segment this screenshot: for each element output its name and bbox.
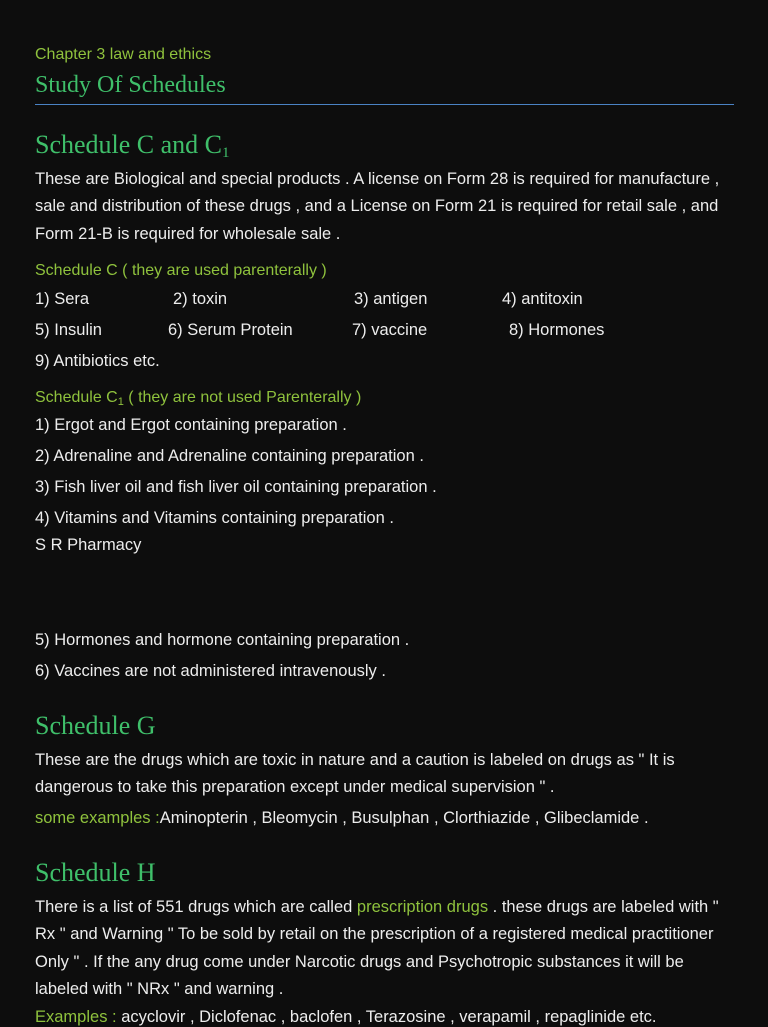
schedule-h-desc-part1: There is a list of 551 drugs which are called bbox=[35, 898, 357, 916]
schedule-c1-label-suffix: ( they are not used Parenterally ) bbox=[123, 389, 362, 406]
schedule-g-examples bbox=[35, 809, 649, 828]
schedule-c-heading-sub: 1 bbox=[222, 145, 230, 161]
schedule-h-examples-text: acyclovir , Diclofenac , baclofen , Terazosine , verapamil , repaglinide etc. bbox=[121, 1008, 657, 1026]
schedule-c-description: These are Biological and special products . A license on Form 28 is required for manufacture , sale and distribution of these drugs , and a License on Form 21 is required for retail sale , and Form 21-B is required for wholesale sale . bbox=[35, 170, 720, 243]
schedule-c-item: 4) antitoxin bbox=[502, 290, 583, 308]
schedule-c1-label-sub: 1 bbox=[117, 396, 124, 408]
schedule-c-item: 2) toxin bbox=[173, 290, 228, 308]
page-title: Study Of Schedules bbox=[35, 72, 226, 98]
schedule-c-item: 3) antigen bbox=[354, 290, 428, 308]
schedule-c-item: 1) Sera bbox=[35, 290, 90, 308]
schedule-g-examples-text: Aminopterin , Bleomycin , Busulphan , Clorthiazide , Glibeclamide . bbox=[159, 809, 649, 827]
schedule-c1-item: 4) Vitamins and Vitamins containing preparation . bbox=[35, 509, 394, 527]
schedule-g-description: These are the drugs which are toxic in nature and a caution is labeled on drugs as " It is dangerous to take this preparation except under medical supervision " . bbox=[35, 751, 675, 797]
schedule-h-heading: Schedule H bbox=[35, 858, 156, 887]
schedule-h-description bbox=[35, 894, 735, 1003]
schedule-c1-item: 3) Fish liver oil and fish liver oil containing preparation . bbox=[35, 478, 437, 496]
schedule-h-examples-label: Examples : bbox=[35, 1008, 122, 1026]
schedule-c1-item: 5) Hormones and hormone containing preparation . bbox=[35, 631, 410, 649]
schedule-c1-item: 6) Vaccines are not administered intravenously . bbox=[35, 662, 386, 680]
schedule-c-item: 7) vaccine bbox=[352, 321, 428, 339]
schedule-g-heading: Schedule G bbox=[35, 711, 156, 740]
schedule-c-heading bbox=[35, 130, 230, 162]
schedule-c1-item: 2) Adrenaline and Adrenaline containing preparation . bbox=[35, 447, 424, 465]
schedule-c-item: 6) Serum Protein bbox=[168, 321, 293, 339]
schedule-c-item: 9) Antibiotics etc. bbox=[35, 352, 160, 370]
schedule-c-heading-text: Schedule C and C bbox=[35, 130, 223, 159]
schedule-c1-label bbox=[35, 389, 361, 408]
schedule-c-item: 5) Insulin bbox=[35, 321, 102, 339]
schedule-c1-label-prefix: Schedule C bbox=[35, 389, 118, 406]
schedule-h-desc-highlight: prescription drugs bbox=[356, 898, 489, 916]
schedule-h-examples bbox=[35, 1008, 657, 1027]
schedule-c-label: Schedule C ( they are used parenterally ) bbox=[35, 262, 327, 279]
schedule-c1-item: 1) Ergot and Ergot containing preparation . bbox=[35, 416, 347, 434]
chapter-label: Chapter 3 law and ethics bbox=[35, 46, 212, 63]
title-divider bbox=[35, 104, 734, 105]
schedule-g-examples-label: some examples : bbox=[35, 809, 160, 827]
schedule-h-desc-part2: . these drugs are labeled with " Rx " and Warning " To be sold by retail on the prescription of a registered medical practitioner Only " . If the any drug come under Narcotic drugs and Psychotropic substances it will be labeled with " NRx " and warning . bbox=[35, 898, 719, 998]
schedule-c-item: 8) Hormones bbox=[509, 321, 605, 339]
footer-watermark: S R Pharmacy bbox=[35, 536, 142, 554]
